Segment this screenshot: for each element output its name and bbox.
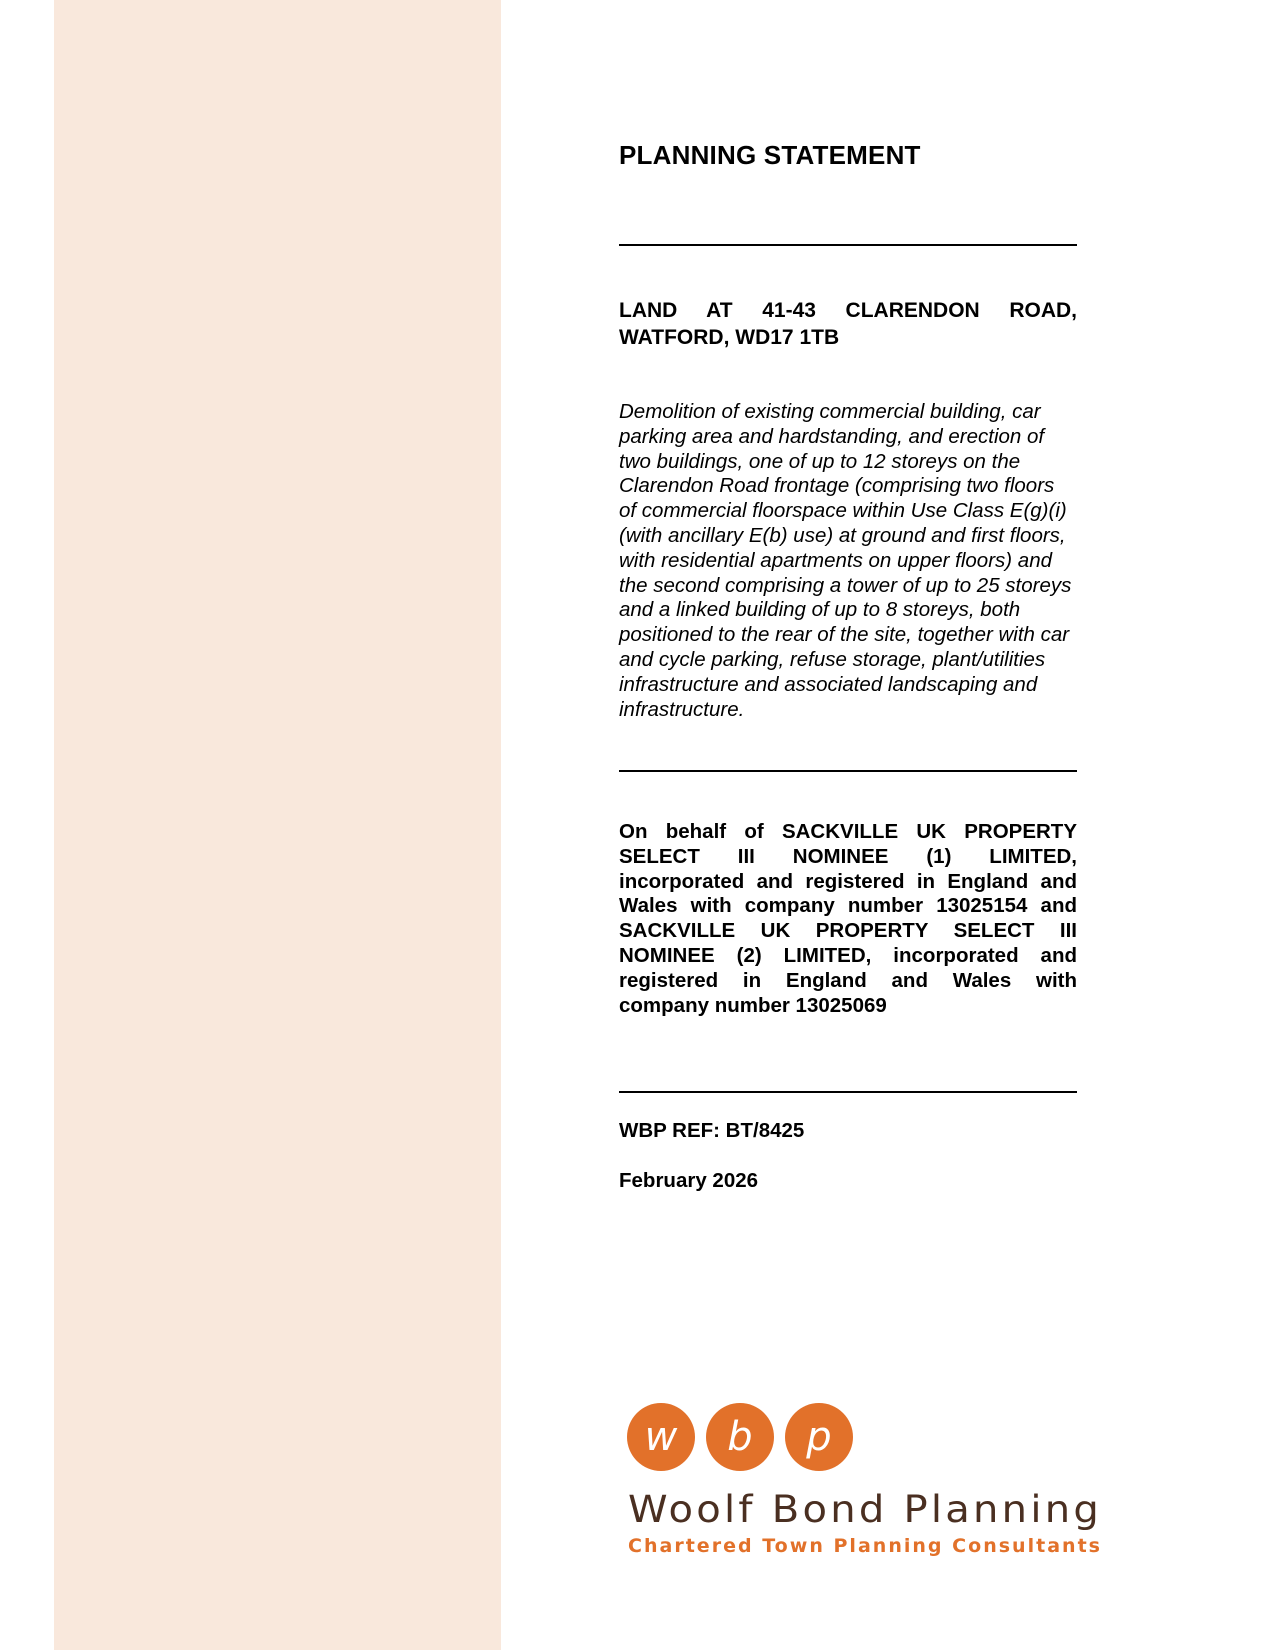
document-date: February 2026 [619,1169,759,1192]
company-tagline: Chartered Town Planning Consultants [628,1535,1102,1557]
logo-circle-b [706,1403,774,1471]
decorative-side-band [54,0,501,1650]
divider-rule [619,1091,1077,1093]
divider-rule [619,770,1077,772]
divider-rule [619,244,1077,246]
wbp-logo-mark [626,1402,856,1472]
document-title: PLANNING STATEMENT [619,140,921,170]
applicant-statement: On behalf of SACKVILLE UK PROPERTY SELECT III NOMINEE (1) LIMITED, incorporated and registered in England and Wales with company number 13025154 and SACKVILLE UK PROPERTY SELECT III NOMINEE (2) LIMITED, incorporated and registered in England and Wales with company number 13025069 [619,820,1077,1017]
development-description: Demolition of existing commercial building, car parking area and hardstanding, and erection of two buildings, one of up to 12 storeys on the Clarendon Road frontage (comprising two floors of commercial floorspace within Use Class E(g)(i) (with ancillary E(b) use) at ground and first floors, with residential apartments on upper floors) and the second comprising a tower of up to 25 storeys and a linked building of up to 8 storeys, both positioned to the rear of the site, together with car and cycle parking, refuse storage, plant/utilities infrastructure and associated landscaping and infrastructure. [619,400,1072,721]
company-name: Woolf Bond Planning [628,1490,1102,1531]
wbp-logo-wordmark [626,1490,1106,1560]
reference-number: WBP REF: BT/8425 [619,1119,805,1142]
site-address: LAND AT 41-43 CLARENDON ROAD, WATFORD, WD17 1TB [619,299,1077,349]
logo-letter-w: w [644,1414,678,1460]
logo-letter-b: b [727,1414,753,1460]
logo-letter-p: p [806,1414,832,1460]
logo-circle-w [627,1403,695,1471]
logo-circle-p [785,1403,853,1471]
